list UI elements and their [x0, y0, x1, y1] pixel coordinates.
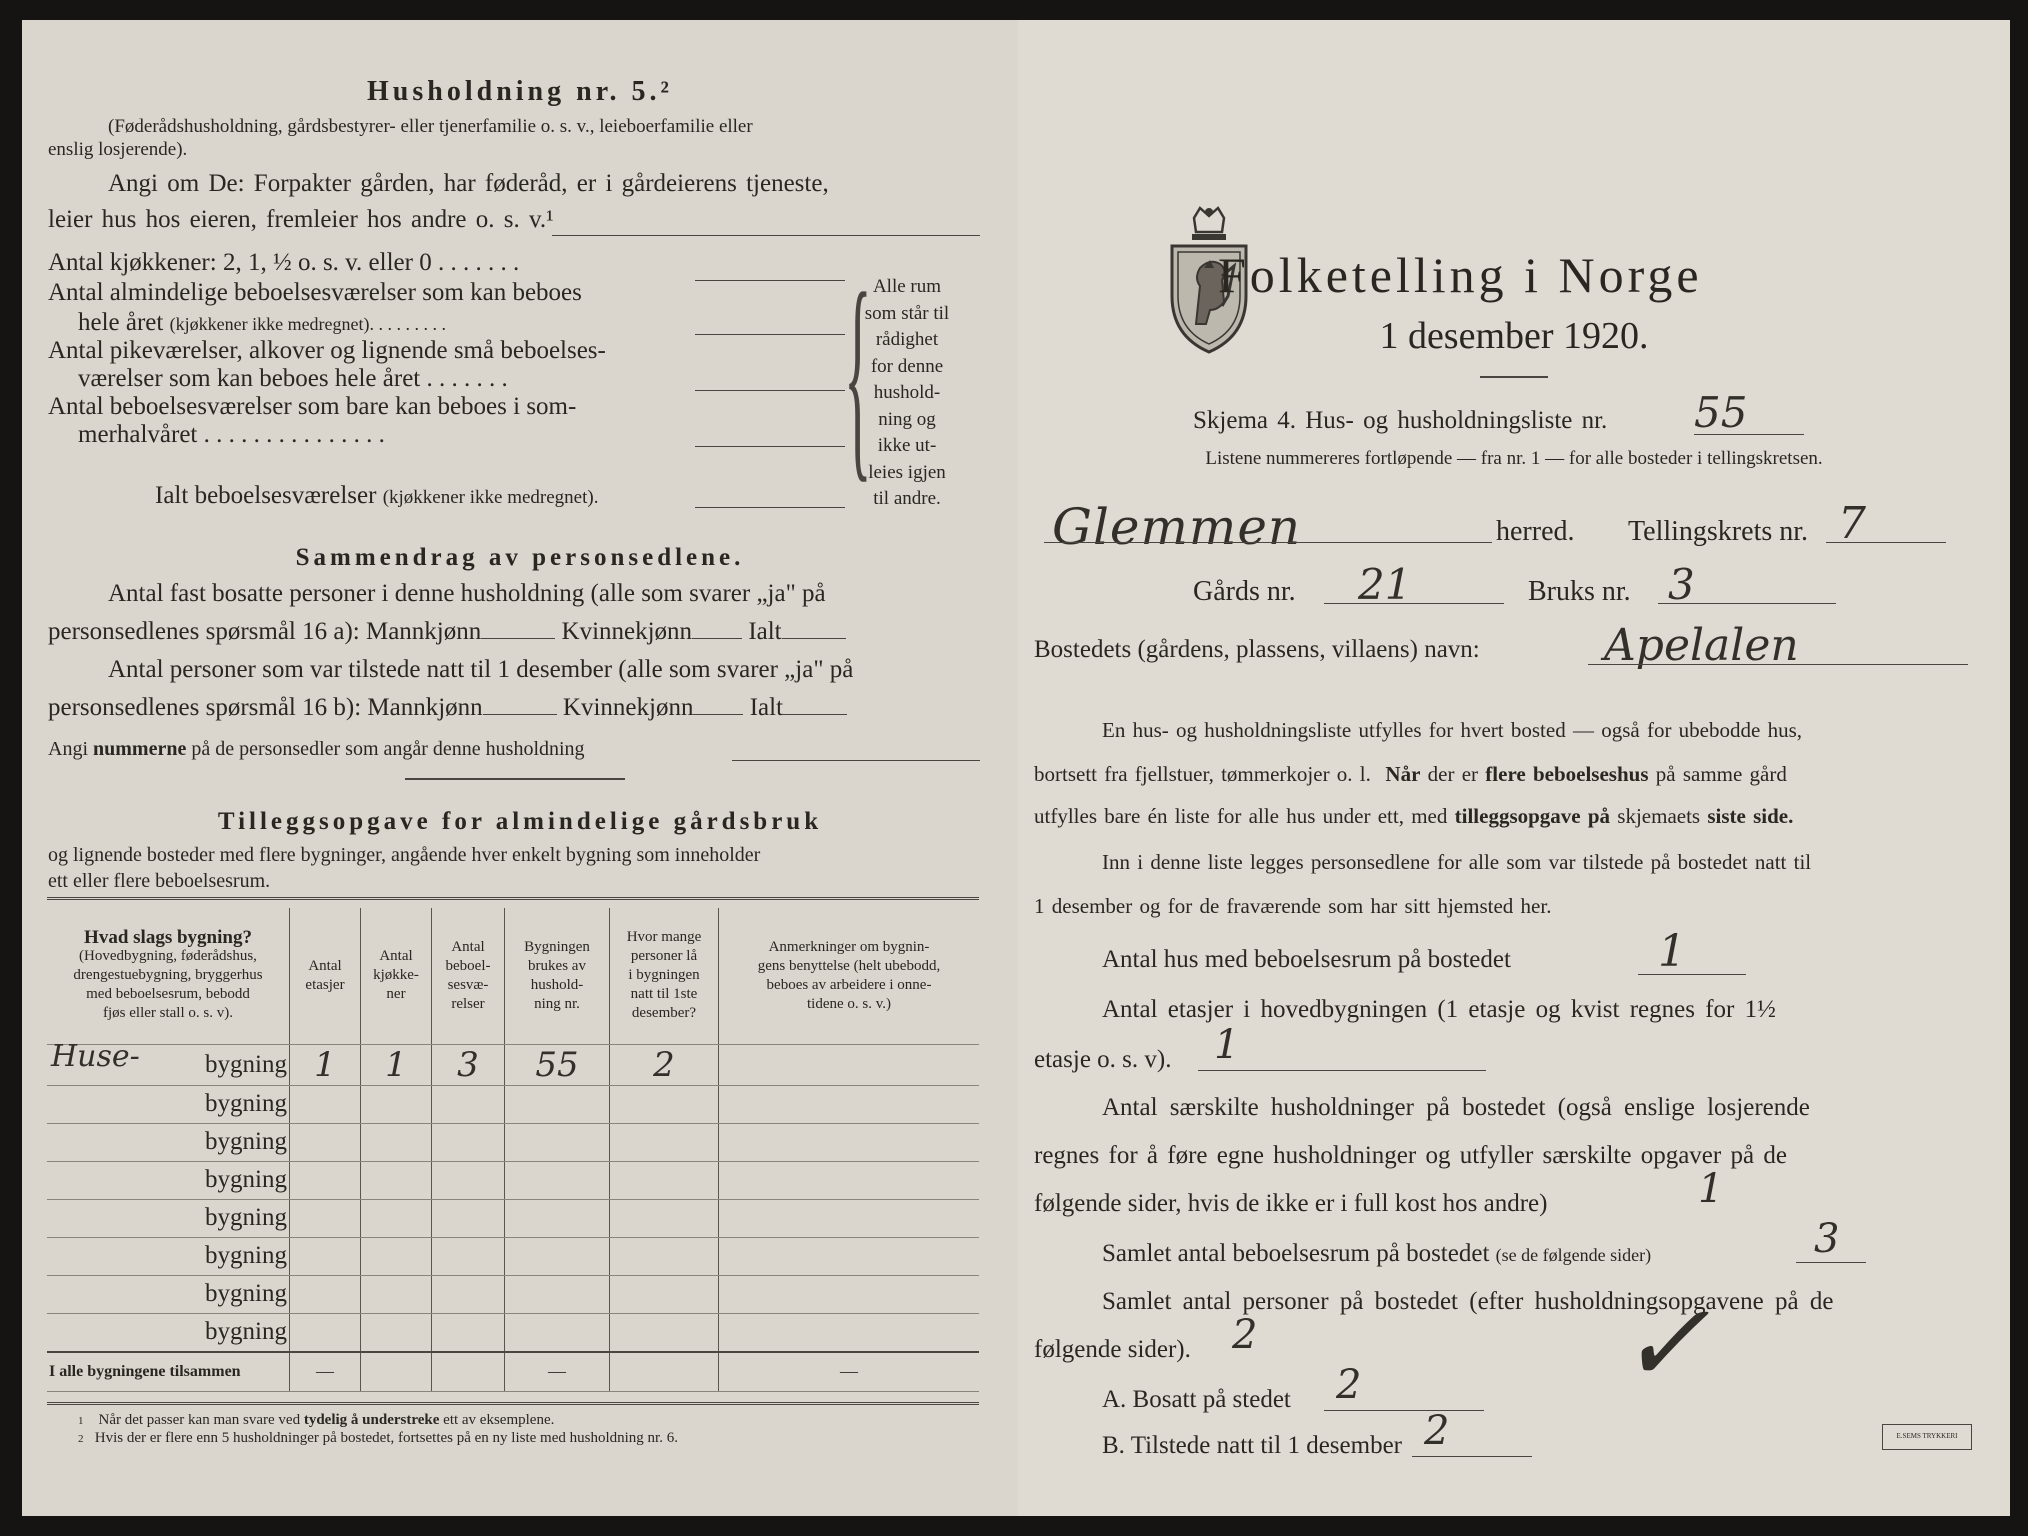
maid-rooms-line2: værelser som kan beboes hele året . . . . . . .: [78, 365, 508, 392]
instr1-line3: [1034, 804, 1793, 829]
krets-label: Tellingskrets nr.: [1628, 516, 1809, 547]
gards-value[interactable]: 21: [1358, 560, 1412, 609]
col-building-type: [47, 908, 290, 1044]
angi-line2: leier hus hos eieren, fremleier hos andre o. s. v.¹: [48, 206, 554, 233]
col-used-line: hushold-: [530, 976, 584, 993]
brace-note-line: ikke ut-: [877, 435, 937, 456]
q1-label: Antal hus med beboelsesrum på bostedet: [1102, 946, 1511, 973]
cell-floors[interactable]: [290, 1123, 361, 1161]
footnote-2: 2 Hvis der er flere enn 5 husholdninger på bostedet, fortsettes på en ny liste med husholdning nr. 6.: [78, 1430, 678, 1446]
col-rooms-line: beboel-: [445, 957, 491, 974]
bosted-value[interactable]: Apelalen: [1604, 620, 1799, 671]
resident-male-field[interactable]: [481, 638, 555, 639]
census-title: Folketelling i Norge: [1218, 247, 1703, 303]
col-rooms-line: sesvæ-: [447, 976, 489, 993]
q3-line2: regnes for å føre egne husholdninger og utfyller særskilte opgaver på de: [1034, 1142, 1787, 1169]
instr2-line1: Inn i denne liste legges personsedlene for alle som var tilstede på bostedet natt til: [1102, 850, 1812, 874]
total-rooms[interactable]: [432, 1352, 505, 1392]
building-type-cell[interactable]: [47, 1038, 290, 1085]
cell-remarks[interactable]: [719, 1085, 980, 1123]
cell-remarks[interactable]: [719, 1199, 980, 1237]
bosted-label: Bostedets (gårdens, plassens, villaens) navn:: [1034, 636, 1480, 663]
col-remarks-line: gens benyttelse (helt ubebodd,: [757, 957, 941, 974]
cell-persons[interactable]: [610, 1237, 719, 1275]
cell-used[interactable]: [505, 1085, 610, 1123]
ordinary-rooms-line2-small: (kjøkkener ikke medregnet). . . . . . . . .: [169, 314, 447, 334]
bruks-label: Bruks nr.: [1528, 576, 1631, 607]
cell-rooms[interactable]: [432, 1237, 505, 1275]
brace-note-line: leies igjen: [868, 461, 946, 483]
building-suffix: bygning: [205, 1242, 287, 1269]
col-remarks: [719, 908, 980, 1044]
household-paren-line1: (Føderådshusholdning, gårdsbestyrer- eller tjenerfamilie o. s. v., leieboerfamilie eller: [108, 116, 753, 137]
b-label: B. Tilstede natt til 1 desember: [1102, 1432, 1402, 1459]
cell-floors[interactable]: [290, 1275, 361, 1313]
summer-rooms-line1: Antal beboelsesværelser som bare kan beboes i som-: [48, 393, 577, 420]
cell-persons[interactable]: [610, 1313, 719, 1352]
q5-value[interactable]: 2: [1232, 1312, 1258, 1358]
summer-rooms-answer-line[interactable]: [695, 446, 845, 447]
cell-rooms[interactable]: [432, 1161, 505, 1199]
total-used: —: [505, 1352, 610, 1392]
present-total-field[interactable]: [783, 714, 847, 715]
bosted-line: [1588, 664, 1968, 665]
q4-line: [1102, 1240, 1651, 1268]
instr1-line2-mid: der er: [1427, 762, 1479, 786]
building-type-value: Huse-: [51, 1038, 140, 1074]
col-used-by: [505, 908, 610, 1044]
cell-rooms[interactable]: [432, 1085, 505, 1123]
col-kitchens: [361, 908, 432, 1044]
cell-persons[interactable]: [610, 1123, 719, 1161]
right-page: [1018, 20, 2010, 1516]
summary-p1-line1: Antal fast bosatte personer i denne husholdning (alle som svarer „ja" på: [108, 580, 826, 607]
col-rooms: [432, 908, 505, 1044]
table-bottom-rule: [47, 1402, 979, 1405]
col-floors-line: Antal: [308, 957, 342, 974]
household-title: Husholdning nr. 5.²: [367, 76, 673, 107]
q5-line1: Samlet antal personer på bostedet (efter husholdningsopgavene på de: [1102, 1288, 1834, 1315]
cell-kitchens[interactable]: 1: [361, 1044, 432, 1085]
total-row-label: I alle bygningene tilsammen: [47, 1352, 290, 1392]
total-rooms-line: [155, 482, 598, 510]
building-type-cell[interactable]: [47, 1085, 290, 1123]
q4-line: [1796, 1262, 1866, 1263]
cell-floors[interactable]: [290, 1313, 361, 1352]
table-row: [47, 1313, 979, 1352]
col-building-title: Hvad slags bygning?: [84, 927, 252, 949]
col-used-line: brukes av: [528, 957, 586, 974]
present-female-field[interactable]: [693, 714, 743, 715]
supplement-heading: Tilleggsopgave for almindelige gårdsbruk: [217, 808, 823, 835]
total-persons[interactable]: [610, 1352, 719, 1392]
instr1-line2-bold2: flere beboelseshus: [1485, 762, 1649, 786]
total-label: Ialt: [748, 618, 782, 645]
female-label: Kvinnekjønn: [561, 618, 693, 645]
instr1-line1: En hus- og husholdningsliste utfylles for hvert bosted — også for ubebodde hus,: [1102, 718, 1802, 742]
cell-floors[interactable]: [290, 1199, 361, 1237]
footnote-1: 1 Når det passer kan man svare ved tydelig å understreke ett av eksemplene.: [78, 1412, 555, 1428]
q5-line2: følgende sider).: [1034, 1336, 1191, 1363]
summary-heading: Sammendrag av personsedlene.: [295, 544, 745, 571]
cell-used[interactable]: 55: [505, 1044, 610, 1085]
footnote-2-text: Hvis der er flere enn 5 husholdninger på bostedet, fortsettes på en ny liste med husholdning nr. 6.: [94, 1430, 678, 1446]
left-page: [22, 20, 1018, 1516]
household-paren-line2: enslig losjerende).: [48, 139, 188, 160]
cell-kitchens[interactable]: [361, 1085, 432, 1123]
col-rooms-line: Antal: [451, 938, 485, 955]
col-persons-line: desember?: [631, 1005, 697, 1022]
a-line: [1324, 1410, 1484, 1411]
col-remarks-line: Anmerkninger om bygnin-: [768, 938, 930, 955]
cell-kitchens[interactable]: [361, 1275, 432, 1313]
printer-stamp: E.SEMS TRYKKERI: [1882, 1424, 1972, 1450]
building-type-cell[interactable]: [47, 1237, 290, 1275]
building-type-cell[interactable]: [47, 1199, 290, 1237]
total-remarks: —: [719, 1352, 980, 1392]
instr1-line2-pre: bortsett fra fjellstuer, tømmerkojer o. l.: [1034, 762, 1371, 786]
footnote-1-bold: tydelig å understreke: [303, 1412, 440, 1428]
q1-line: [1638, 974, 1746, 975]
q2-line2: etasje o. s. v).: [1034, 1046, 1172, 1073]
col-persons-line: i bygningen: [628, 967, 700, 984]
cell-remarks[interactable]: [719, 1123, 980, 1161]
cell-floors[interactable]: [290, 1237, 361, 1275]
cell-rooms[interactable]: [432, 1275, 505, 1313]
total-kitchens[interactable]: [361, 1352, 432, 1392]
angi-line1: Angi om De: Forpakter gården, har føderåd, er i gårdeierens tjeneste,: [108, 170, 829, 197]
building-type-cell[interactable]: [47, 1161, 290, 1199]
cell-rooms[interactable]: [432, 1123, 505, 1161]
supplement-line2: ett eller flere beboelsesrum.: [48, 870, 271, 892]
building-suffix: bygning: [205, 1090, 287, 1117]
cell-kitchens[interactable]: [361, 1161, 432, 1199]
brace-note-line: til andre.: [873, 488, 941, 509]
table-row: [47, 1085, 979, 1123]
col-used-line: Bygningen: [524, 938, 590, 955]
cell-used[interactable]: [505, 1161, 610, 1199]
herred-label: herred.: [1496, 516, 1575, 547]
resident-female-field[interactable]: [692, 638, 742, 639]
total-rooms-label: Ialt beboelsesværelser: [155, 482, 377, 509]
cell-rooms[interactable]: [432, 1199, 505, 1237]
col-remarks-line: beboes av arbeidere i onne-: [766, 976, 932, 993]
col-building-sub: med beboelsesrum, bebodd: [86, 986, 250, 1003]
summary-p2-line2: [48, 694, 847, 722]
building-suffix: bygning: [205, 1280, 287, 1307]
resident-total-field[interactable]: [782, 638, 846, 639]
herred-line: [1044, 542, 1492, 543]
instr1-line3-pre: utfylles bare én liste for alle hus under ett, med: [1034, 804, 1448, 828]
cell-persons[interactable]: [610, 1199, 719, 1237]
total-label: Ialt: [749, 694, 784, 721]
q4-small: (se de følgende sider): [1495, 1245, 1652, 1265]
cell-remarks[interactable]: [719, 1313, 980, 1352]
a-label: A. Bosatt på stedet: [1102, 1386, 1291, 1413]
title-divider: [1480, 376, 1548, 378]
instr1-line3-bold2: siste side.: [1707, 804, 1794, 828]
rooms-brace: {: [844, 246, 872, 501]
table-row: [47, 1161, 979, 1199]
check-mark-icon: ✓: [1618, 1279, 1711, 1407]
table-row: [47, 1275, 979, 1313]
section-divider: [405, 778, 625, 780]
gards-label: Gårds nr.: [1193, 576, 1296, 607]
skjema-number-line: [1694, 434, 1804, 435]
instr1-line3-mid: skjemaets: [1617, 804, 1701, 828]
col-persons-line: personer lå: [630, 948, 698, 965]
building-suffix: bygning: [205, 1318, 287, 1345]
brace-note-line: hushold-: [873, 382, 941, 403]
angi-numbers-bold: nummerne: [93, 738, 187, 760]
angi-numbers-answer-line[interactable]: [732, 760, 980, 761]
instr1-line2: [1034, 762, 1787, 787]
table-row: [47, 1199, 979, 1237]
footnote-1-pre: Når det passer kan man svare ved: [98, 1412, 301, 1428]
summer-rooms-line2: merhalvåret . . . . . . . . . . . . . . .: [78, 421, 385, 448]
skjema-number[interactable]: 55: [1694, 388, 1748, 437]
herred-value[interactable]: Glemmen: [1052, 498, 1302, 556]
summary-p1-line2: [48, 618, 846, 646]
maid-rooms-answer-line[interactable]: [695, 390, 845, 391]
supplement-line1: og lignende bosteder med flere bygninger, angående hver enkelt bygning som inneholder: [48, 844, 761, 866]
cell-rooms[interactable]: [432, 1313, 505, 1352]
building-suffix: bygning: [205, 1166, 287, 1193]
cell-remarks[interactable]: [719, 1275, 980, 1313]
q4-value[interactable]: 3: [1814, 1216, 1840, 1262]
bruks-value[interactable]: 3: [1668, 560, 1695, 609]
instr2-line2: 1 desember og for de fraværende som har sitt hjemsted her.: [1034, 894, 1552, 918]
building-type-cell[interactable]: [47, 1123, 290, 1161]
instr1-line3-bold1: tilleggsopgave på: [1454, 804, 1611, 828]
q3-line1: Antal særskilte husholdninger på bostedet (også enslige losjerende: [1102, 1094, 1810, 1121]
cell-used[interactable]: [505, 1237, 610, 1275]
q2-line: [1198, 1070, 1486, 1071]
cell-kitchens[interactable]: [361, 1123, 432, 1161]
cell-persons[interactable]: [610, 1161, 719, 1199]
skjema-label: Skjema 4. Hus- og husholdningsliste nr.: [1193, 407, 1608, 434]
col-persons-line: Hvor mange: [626, 929, 702, 946]
building-type-cell[interactable]: [47, 1275, 290, 1313]
cell-persons[interactable]: [610, 1275, 719, 1313]
col-building-sub: drengestuebygning, bryggerhus: [73, 967, 263, 984]
b-value[interactable]: 2: [1424, 1408, 1450, 1454]
instr1-line2-post: på samme gård: [1655, 762, 1787, 786]
numbered-note: Listene nummereres fortløpende — fra nr. 1 — for alle bosteder i tellingskretsen.: [1205, 448, 1823, 469]
krets-line: [1826, 542, 1946, 543]
a-value[interactable]: 2: [1336, 1362, 1362, 1408]
brace-note-line: ning og: [878, 408, 936, 430]
cell-persons[interactable]: 2: [610, 1044, 719, 1085]
cell-kitchens[interactable]: [361, 1313, 432, 1352]
cell-floors[interactable]: 1: [290, 1044, 361, 1085]
col-floors: [290, 908, 361, 1044]
col-kitchens-line: ner: [386, 986, 406, 1003]
q1-value[interactable]: 1: [1658, 926, 1686, 977]
maid-rooms-line1: Antal pikeværelser, alkover og lignende små beboelses-: [48, 337, 606, 364]
col-kitchens-line: Antal: [379, 948, 413, 965]
instr1-line2-bold1: Når: [1385, 762, 1421, 786]
cell-kitchens[interactable]: [361, 1199, 432, 1237]
q4-label: Samlet antal beboelsesrum på bostedet: [1102, 1240, 1490, 1267]
brace-note: [852, 274, 962, 513]
brace-note-line: som står til: [864, 302, 950, 324]
col-used-line: ning nr.: [534, 995, 580, 1012]
ordinary-rooms-line2-text: hele året: [78, 309, 164, 336]
ordinary-rooms-answer-line[interactable]: [695, 334, 845, 335]
footnote-1-post: ett av eksemplene.: [443, 1412, 555, 1428]
cell-remarks[interactable]: [719, 1161, 980, 1199]
kitchens-label: Antal kjøkkener: 2, 1, ½ o. s. v. eller 0 . . . . . . .: [48, 249, 520, 276]
summary-p1-label: personsedlenes spørsmål 16 a): Mannkjønn: [48, 618, 482, 645]
building-suffix: bygning: [205, 1050, 287, 1078]
cell-persons[interactable]: [610, 1085, 719, 1123]
brace-note-line: Alle rum: [872, 276, 942, 297]
col-kitchens-line: kjøkke-: [373, 967, 419, 984]
cell-floors[interactable]: [290, 1161, 361, 1199]
brace-note-line: rådighet: [875, 329, 939, 350]
cell-used[interactable]: [505, 1275, 610, 1313]
cell-used[interactable]: [505, 1313, 610, 1352]
q2-value[interactable]: 1: [1214, 1022, 1240, 1068]
col-floors-line: etasjer: [305, 976, 345, 993]
q3-line3: følgende sider, hvis de ikke er i full kost hos andre): [1034, 1190, 1548, 1217]
cell-remarks[interactable]: [719, 1044, 980, 1085]
angi-numbers-post: på de personsedler som angår denne husholdning: [191, 738, 585, 760]
table-row: [47, 1044, 979, 1085]
q3-value[interactable]: 1: [1698, 1166, 1724, 1212]
present-male-field[interactable]: [483, 714, 557, 715]
table-top-rule: [47, 897, 979, 900]
ordinary-rooms-line1: Antal almindelige beboelsesværelser som kan beboes: [48, 279, 582, 306]
krets-value[interactable]: 7: [1838, 498, 1866, 549]
female-label: Kvinnekjønn: [562, 694, 694, 721]
gards-line: [1324, 603, 1504, 604]
total-rooms-small: (kjøkkener ikke medregnet).: [382, 487, 599, 508]
b-line: [1412, 1456, 1532, 1457]
table-row: [47, 1123, 979, 1161]
building-suffix: bygning: [205, 1128, 287, 1155]
ordinary-rooms-line2: [78, 309, 446, 337]
building-suffix: bygning: [205, 1204, 287, 1231]
col-persons: [610, 908, 719, 1044]
brace-note-line: for denne: [870, 355, 944, 377]
summary-p2-line1: Antal personer som var tilstede natt til 1 desember (alle som svarer „ja" på: [108, 656, 854, 683]
total-floors: —: [290, 1352, 361, 1392]
total-rooms-answer-line[interactable]: [695, 507, 845, 508]
col-rooms-line: relser: [451, 995, 485, 1012]
cell-kitchens[interactable]: [361, 1237, 432, 1275]
col-remarks-line: tidene o. s. v.): [806, 995, 891, 1012]
col-building-sub: (Hovedbygning, føderådshus,: [79, 948, 257, 965]
cell-used[interactable]: [505, 1199, 610, 1237]
summary-p2-label: personsedlenes spørsmål 16 b): Mannkjønn: [48, 694, 483, 721]
building-type-cell[interactable]: [47, 1313, 290, 1352]
col-persons-line: natt til 1ste: [630, 986, 698, 1003]
cell-floors[interactable]: [290, 1085, 361, 1123]
cell-rooms[interactable]: 3: [432, 1044, 505, 1085]
census-date: 1 desember 1920.: [1379, 315, 1649, 357]
table-row: [47, 1237, 979, 1275]
angi-numbers-line: [48, 738, 585, 761]
census-sheet: [22, 20, 2010, 1516]
col-building-sub: fjøs eller stall o. s. v).: [103, 1005, 233, 1022]
bruks-line: [1658, 603, 1836, 604]
building-table: [47, 908, 979, 1392]
angi-numbers-pre: Angi: [48, 738, 88, 760]
kitchens-answer-line[interactable]: [695, 280, 845, 281]
cell-used[interactable]: [505, 1123, 610, 1161]
angi-answer-line[interactable]: [552, 235, 980, 236]
cell-remarks[interactable]: [719, 1237, 980, 1275]
q2-line1: Antal etasjer i hovedbygningen (1 etasje og kvist regnes for 1½: [1102, 996, 1776, 1023]
